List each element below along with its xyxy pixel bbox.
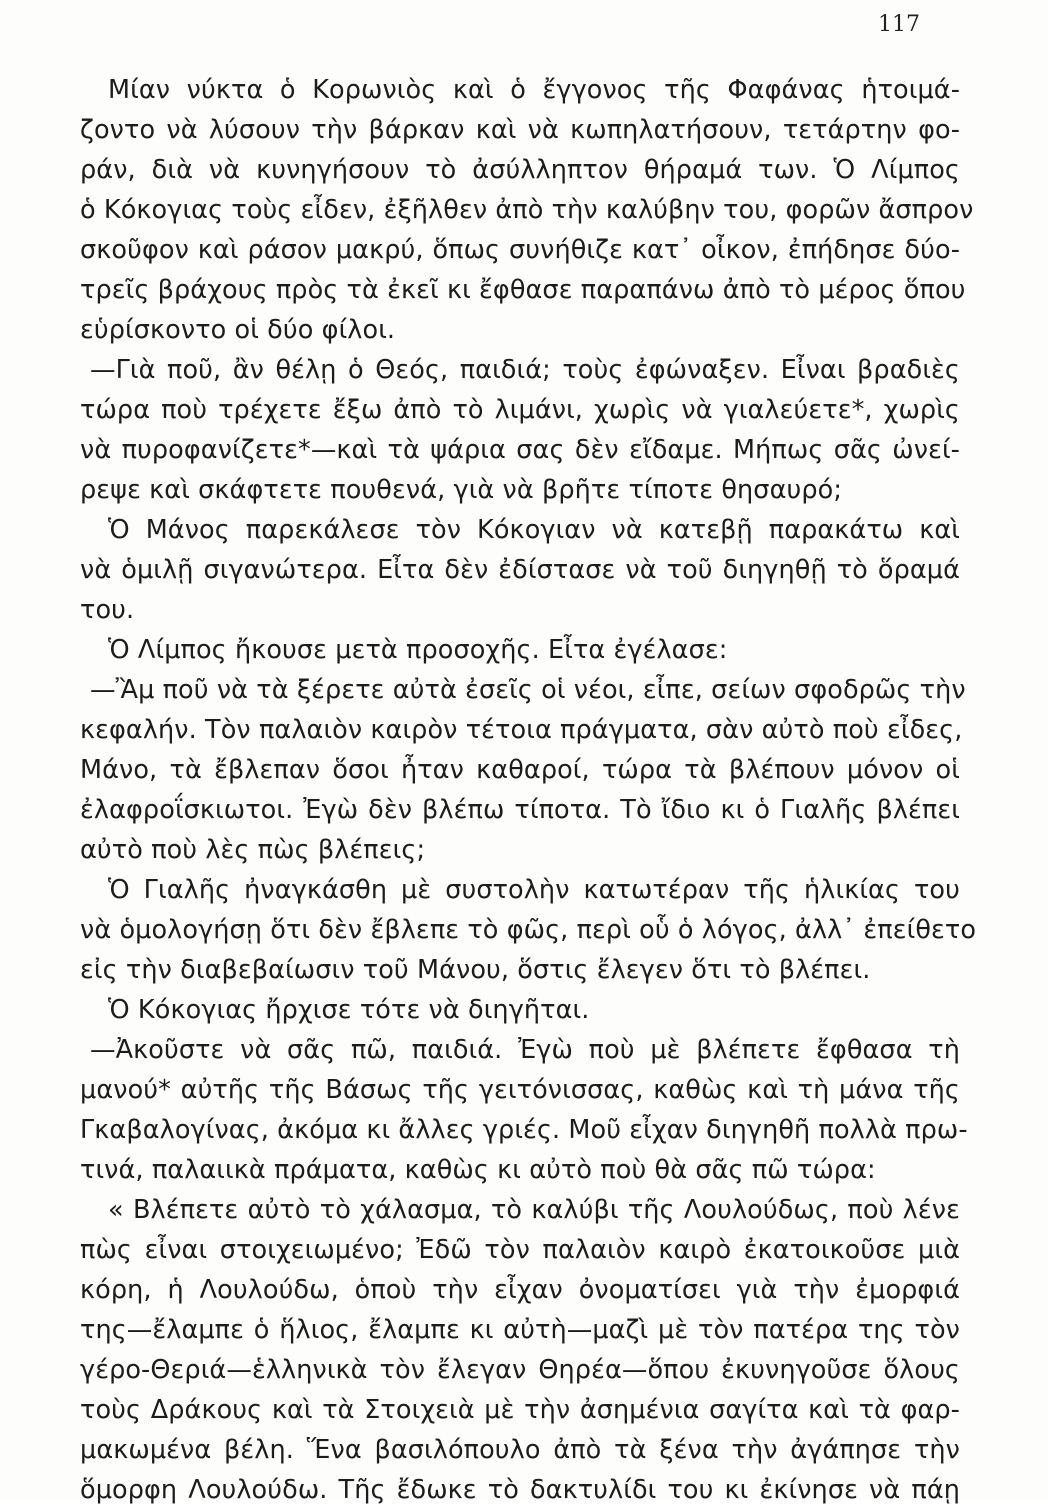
page-number: 117 bbox=[878, 12, 920, 37]
text-line: μακωμένα βέλη. Ἕνα βασιλόπουλο ἀπὸ τὰ ξένα τὴν ἀγάπησε τὴν bbox=[80, 1435, 960, 1465]
text-line: νὰ ὁμολογήσῃ ὅτι δὲν ἔβλεπε τὸ φῶς, περὶ οὗ ὁ λόγος, ἀλλ᾽ ἐπείθετο bbox=[80, 915, 977, 945]
text-line: ὅμορφη Λουλούδω. Τῆς ἔδωκε τὸ δακτυλίδι του κι ἐκίνησε νὰ πάῃ bbox=[80, 1475, 960, 1505]
text-line: της—ἔλαμπε ὁ ἥλιος, ἔλαμπε κι αὐτὴ—μαζὶ μὲ τὸν πατέρα της τὸν bbox=[80, 1315, 960, 1345]
text-line: ὁ Κόκογιας τοὺς εἶδεν, ἐξῆλθεν ἀπὸ τὴν καλύβην του, φορῶν ἄσπρον bbox=[80, 195, 974, 225]
text-line: νὰ πυροφανίζετε*—καὶ τὰ ψάρια σας δὲν εἴδαμε. Μήπως σᾶς ὠνεί- bbox=[80, 435, 960, 465]
body-text bbox=[80, 70, 977, 1510]
text-line: Μίαν νύκτα ὁ Κορωνιὸς καὶ ὁ ἔγγονος τῆς Φαφάνας ἡτοιμά- bbox=[108, 75, 960, 105]
text-line: κεφαλήν. Τὸν παλαιὸν καιρὸν τέτοια πράγματα, σὰν αὐτὸ ποὺ εἶδες, bbox=[80, 715, 963, 745]
text-line: εὑρίσκοντο οἱ δύο φίλοι. bbox=[80, 315, 396, 345]
text-line: « Βλέπετε αὐτὸ τὸ χάλασμα, τὸ καλύβι τῆς Λουλούδως, ποὺ λένε bbox=[108, 1195, 960, 1225]
text-line: γέρο-Θεριά—ἑλληνικὰ τὸν ἔλεγαν Θηρέα—ὅπου ἐκυνηγοῦσε ὅλους bbox=[80, 1355, 960, 1385]
text-line: Μάνο, τὰ ἔβλεπαν ὅσοι ἦταν καθαροί, τώρα τὰ βλέπουν μόνον οἱ bbox=[80, 755, 960, 785]
text-line: τώρα ποὺ τρέχετε ἔξω ἀπὸ τὸ λιμάνι, χωρὶς νὰ γιαλεύετε*, χωρὶς bbox=[80, 395, 960, 425]
text-line: ζοντο νὰ λύσουν τὴν βάρκαν καὶ νὰ κωπηλατήσουν, τετάρτην φο- bbox=[80, 115, 960, 145]
text-line: Γκαβαλογίνας, ἀκόμα κι ἄλλες γριές. Μοῦ εἶχαν διηγηθῆ πολλὰ πρω- bbox=[80, 1115, 968, 1145]
text-line: τοὺς Δράκους καὶ τὰ Στοιχειὰ μὲ τὴν ἀσημένια σαγίτα καὶ τὰ φαρ- bbox=[80, 1395, 960, 1425]
text-line: —Ἂμ ποῦ νὰ τὰ ξέρετε αὐτὰ ἐσεῖς οἱ νέοι, εἶπε, σείων σφοδρῶς τὴν bbox=[90, 675, 966, 705]
text-line: ρεψε καὶ σκάφτετε πουθενά, γιὰ νὰ βρῆτε τίποτε θησαυρό; bbox=[80, 475, 843, 505]
text-line: εἰς τὴν διαβεβαίωσιν τοῦ Μάνου, ὅστις ἔλεγεν ὅτι τὸ βλέπει. bbox=[80, 955, 871, 985]
text-line: μανού* αὐτῆς τῆς Βάσως τῆς γειτόνισσας, καθὼς καὶ τὴ μάνα τῆς bbox=[80, 1075, 960, 1105]
text-line: τινά, παλαιικὰ πράματα, καθὼς κι αὐτὸ ποὺ θὰ σᾶς πῶ τώρα: bbox=[80, 1155, 876, 1185]
text-line: του. bbox=[80, 595, 135, 625]
text-line: αὐτὸ ποὺ λὲς πὼς βλέπεις; bbox=[80, 835, 426, 865]
text-line: Ὁ Κόκογιας ἤρχισε τότε νὰ διηγῆται. bbox=[108, 995, 590, 1025]
text-line: κόρη, ἡ Λουλούδω, ὁποὺ τὴν εἶχαν ὀνοματίσει γιὰ τὴν ἐμορφιά bbox=[80, 1275, 960, 1305]
text-line: Ὁ Μάνος παρεκάλεσε τὸν Κόκογιαν νὰ κατεβῇ παρακάτω καὶ bbox=[108, 515, 960, 545]
text-line: νὰ ὁμιλῇ σιγανώτερα. Εἶτα δὲν ἐδίστασε νὰ τοῦ διηγηθῇ τὸ ὅραμά bbox=[80, 555, 960, 585]
text-line: ράν, διὰ νὰ κυνηγήσουν τὸ ἀσύλληπτον θήραμά των. Ὁ Λίμπος bbox=[80, 155, 960, 185]
text-line: ἐλαφροΐσκιωτοι. Ἐγὼ δὲν βλέπω τίποτα. Τὸ ἴδιο κι ὁ Γιαλῆς βλέπει bbox=[80, 795, 960, 825]
text-line: Ὁ Λίμπος ἤκουσε μετὰ προσοχῆς. Εἶτα ἐγέλασε: bbox=[108, 635, 728, 665]
text-line: —Γιὰ ποῦ, ἂν θέλῃ ὁ Θεός, παιδιά; τοὺς ἐφώναξεν. Εἶναι βραδιὲς bbox=[90, 355, 960, 385]
text-line: πὼς εἶναι στοιχειωμένο; Ἐδῶ τὸν παλαιὸν καιρὸ ἐκατοικοῦσε μιὰ bbox=[80, 1235, 960, 1265]
text-line: Ὁ Γιαλῆς ἠναγκάσθη μὲ συστολὴν κατωτέραν τῆς ἡλικίας του bbox=[108, 875, 960, 905]
text-line: τρεῖς βράχους πρὸς τὰ ἐκεῖ κι ἔφθασε παραπάνω ἀπὸ τὸ μέρος ὅπου bbox=[80, 275, 966, 305]
text-line: σκοῦφον καὶ ράσον μακρύ, ὅπως συνήθιζε κατ᾽ οἶκον, ἐπήδησε δύο- bbox=[80, 235, 960, 265]
text-line: —Ἀκοῦστε νὰ σᾶς πῶ, παιδιά. Ἐγὼ ποὺ μὲ βλέπετε ἔφθασα τὴ bbox=[90, 1035, 960, 1065]
